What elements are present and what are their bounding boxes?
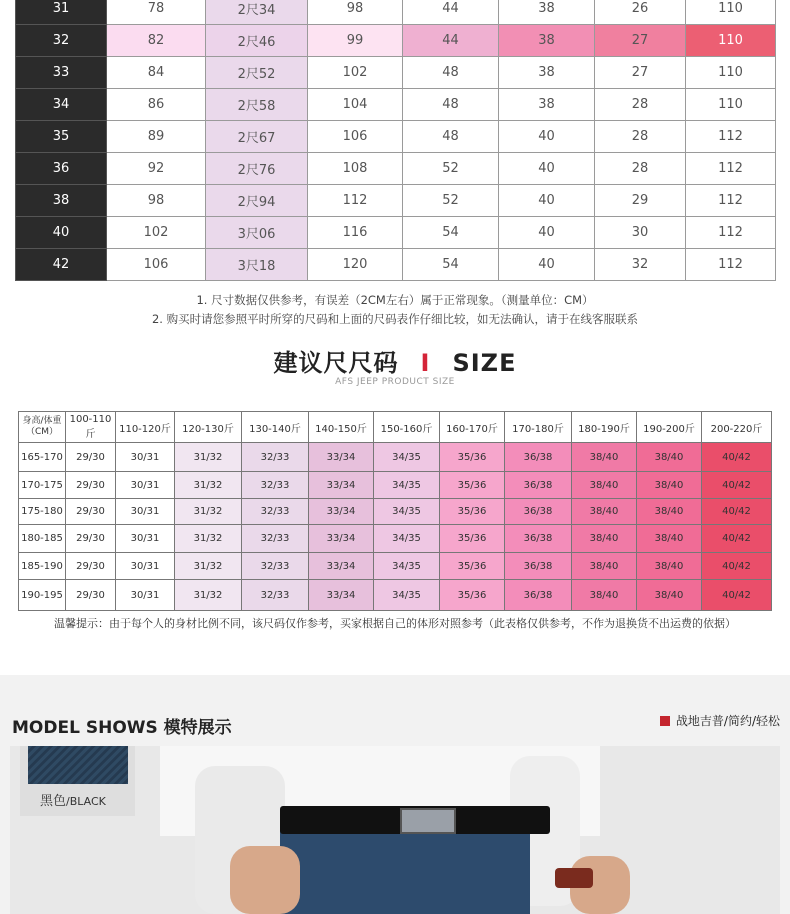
size-recommendation-cell: 40/42 (702, 472, 772, 499)
height-label: 165-170 (19, 443, 66, 472)
note-line-2: 2. 购买时请您参照平时所穿的尺码和上面的尺码表作仔细比较，如无法确认，请于在线客服联系 (151, 312, 639, 326)
size-cell: 102 (308, 57, 403, 89)
size-row (16, 0, 776, 25)
weight-header: 110-120斤 (116, 412, 175, 443)
weight-header: 180-190斤 (572, 412, 637, 443)
height-label: 170-175 (19, 472, 66, 499)
size-row-label: 33 (16, 57, 107, 89)
size-recommendation-cell: 29/30 (66, 580, 116, 611)
size-tip: 温馨提示：由于每个人的身材比例不同，该尺码仅作参考，买家根据自己的体形对照参考（此表格仅供参考，不作为退换货不出运费的依据） (54, 617, 736, 630)
size-recommendation-cell: 30/31 (116, 553, 175, 580)
size-recommendation-cell: 32/33 (242, 553, 309, 580)
size-cell: 29 (595, 185, 686, 217)
size-recommendation-cell: 35/36 (440, 553, 505, 580)
size-recommendation-cell: 38/40 (637, 580, 702, 611)
title-separator: I (420, 349, 431, 377)
size-recommendation-cell: 36/38 (505, 443, 572, 472)
size-row (16, 185, 776, 217)
size-cell: 26 (595, 0, 686, 25)
size-cell: 116 (308, 217, 403, 249)
height-row (19, 580, 772, 611)
color-name-en: /BLACK (66, 795, 106, 808)
size-recommendation-cell: 38/40 (637, 525, 702, 553)
size-recommendation-cell: 34/35 (374, 443, 440, 472)
size-recommendation-cell: 35/36 (440, 443, 505, 472)
size-cell: 112 (308, 185, 403, 217)
size-recommendation-cell: 35/36 (440, 525, 505, 553)
weight-header: 150-160斤 (374, 412, 440, 443)
size-cell: 2尺67 (206, 121, 308, 153)
size-cell: 3尺18 (206, 249, 308, 281)
size-cell: 106 (308, 121, 403, 153)
advice-title (0, 343, 790, 378)
weight-header: 100-110斤 (66, 412, 116, 443)
height-row (19, 499, 772, 525)
size-cell: 40 (499, 249, 595, 281)
size-cell: 28 (595, 153, 686, 185)
size-cell: 27 (595, 25, 686, 57)
red-square-icon (660, 716, 670, 726)
size-row (16, 153, 776, 185)
size-cell: 98 (308, 0, 403, 25)
size-recommendation-cell: 36/38 (505, 525, 572, 553)
size-recommendation-cell: 31/32 (175, 553, 242, 580)
size-cell: 89 (107, 121, 206, 153)
size-cell: 3尺06 (206, 217, 308, 249)
size-recommendation-cell: 38/40 (637, 443, 702, 472)
size-recommendation-cell: 30/31 (116, 472, 175, 499)
size-recommendation-cell: 36/38 (505, 580, 572, 611)
size-row-label: 32 (16, 25, 107, 57)
size-cell: 48 (403, 89, 499, 121)
denim-swatch (28, 746, 128, 784)
size-recommendation-cell: 40/42 (702, 525, 772, 553)
size-recommendation-cell: 29/30 (66, 472, 116, 499)
corner-header-line2: （CM） (25, 427, 59, 437)
size-cell: 40 (499, 153, 595, 185)
buckle-shape (400, 808, 456, 834)
size-recommendation-cell: 33/34 (309, 443, 374, 472)
size-row-label: 40 (16, 217, 107, 249)
size-recommendation-cell: 38/40 (572, 443, 637, 472)
model-title: MODEL SHOWS 模特展示 (12, 718, 232, 738)
size-cell: 112 (686, 121, 776, 153)
height-label: 175-180 (19, 499, 66, 525)
size-cell: 40 (499, 217, 595, 249)
size-cell: 120 (308, 249, 403, 281)
size-row-label: 31 (16, 0, 107, 25)
size-recommendation-cell: 40/42 (702, 443, 772, 472)
size-recommendation-cell: 29/30 (66, 499, 116, 525)
size-cell: 110 (686, 57, 776, 89)
color-name-cn: 黑色 (40, 794, 67, 809)
size-cell: 112 (686, 249, 776, 281)
size-cell: 28 (595, 121, 686, 153)
size-recommendation-cell: 34/35 (374, 499, 440, 525)
height-label: 190-195 (19, 580, 66, 611)
size-row (16, 25, 776, 57)
size-recommendation-cell: 31/32 (175, 443, 242, 472)
size-cell: 48 (403, 121, 499, 153)
weight-header: 160-170斤 (440, 412, 505, 443)
size-cell: 38 (499, 89, 595, 121)
size-cell: 2尺46 (206, 25, 308, 57)
size-recommendation-cell: 33/34 (309, 580, 374, 611)
size-recommendation-cell: 38/40 (637, 499, 702, 525)
size-row-label: 38 (16, 185, 107, 217)
watch-shape (555, 868, 593, 888)
size-cell: 2尺76 (206, 153, 308, 185)
size-cell: 110 (686, 89, 776, 121)
size-cell: 38 (499, 25, 595, 57)
weight-header: 190-200斤 (637, 412, 702, 443)
size-table (15, 0, 776, 281)
size-row (16, 249, 776, 281)
size-recommendation-cell: 32/33 (242, 443, 309, 472)
size-recommendation-cell: 38/40 (572, 525, 637, 553)
size-recommendation-cell: 30/31 (116, 499, 175, 525)
size-cell: 110 (686, 0, 776, 25)
size-recommendation-cell: 31/32 (175, 580, 242, 611)
height-label: 180-185 (19, 525, 66, 553)
size-cell: 52 (403, 153, 499, 185)
size-cell: 92 (107, 153, 206, 185)
height-row (19, 443, 772, 472)
size-cell: 78 (107, 0, 206, 25)
size-recommendation-cell: 38/40 (572, 499, 637, 525)
size-recommendation-cell: 30/31 (116, 443, 175, 472)
size-recommendation-cell: 32/33 (242, 499, 309, 525)
size-recommendation-cell: 31/32 (175, 499, 242, 525)
size-row-label: 34 (16, 89, 107, 121)
size-cell: 48 (403, 57, 499, 89)
size-cell: 112 (686, 185, 776, 217)
size-cell: 2尺94 (206, 185, 308, 217)
size-row (16, 57, 776, 89)
height-row (19, 553, 772, 580)
size-recommendation-cell: 38/40 (637, 472, 702, 499)
height-row (19, 472, 772, 499)
size-recommendation-cell: 33/34 (309, 553, 374, 580)
size-recommendation-cell: 40/42 (702, 553, 772, 580)
size-recommendation-cell: 38/40 (572, 472, 637, 499)
model-tag-text: 战地吉普/简约/轻松 (675, 714, 780, 728)
left-hand-shape (230, 846, 300, 914)
weight-header: 170-180斤 (505, 412, 572, 443)
size-recommendation-cell: 31/32 (175, 472, 242, 499)
size-recommendation-cell: 40/42 (702, 580, 772, 611)
corner-header-line1: 身高/体重 (22, 416, 62, 426)
weight-header: 130-140斤 (242, 412, 309, 443)
size-recommendation-cell: 33/34 (309, 525, 374, 553)
recommendation-body (19, 443, 772, 611)
size-recommendation-cell: 33/34 (309, 472, 374, 499)
weight-header: 120-130斤 (175, 412, 242, 443)
size-recommendation-cell: 29/30 (66, 525, 116, 553)
weight-header: 200-220斤 (702, 412, 772, 443)
size-row-label: 42 (16, 249, 107, 281)
size-recommendation-cell: 31/32 (175, 525, 242, 553)
size-recommendation-cell: 35/36 (440, 472, 505, 499)
size-recommendation-cell: 29/30 (66, 443, 116, 472)
size-cell: 86 (107, 89, 206, 121)
size-recommendation-cell: 35/36 (440, 499, 505, 525)
size-recommendation-cell: 36/38 (505, 553, 572, 580)
size-recommendation-cell: 32/33 (242, 472, 309, 499)
color-label (40, 790, 106, 809)
jeans-shape (280, 831, 530, 914)
size-cell: 106 (107, 249, 206, 281)
size-row (16, 217, 776, 249)
size-recommendation-cell: 34/35 (374, 553, 440, 580)
size-recommendation-cell: 32/33 (242, 525, 309, 553)
weight-header: 140-150斤 (309, 412, 374, 443)
model-tag (660, 712, 780, 729)
size-cell: 108 (308, 153, 403, 185)
size-recommendation-cell: 32/33 (242, 580, 309, 611)
size-recommendation-cell: 38/40 (572, 580, 637, 611)
size-cell: 28 (595, 89, 686, 121)
corner-header (19, 412, 66, 443)
size-cell: 2尺58 (206, 89, 308, 121)
size-cell: 54 (403, 217, 499, 249)
size-cell: 54 (403, 249, 499, 281)
note-line-1: 1. 尺寸数据仅供参考，有误差（2CM左右）属于正常现象。（测量单位：CM） (196, 293, 594, 307)
advice-title-cn: 建议尺尺码 (273, 349, 399, 377)
advice-subtitle: AFS JEEP PRODUCT SIZE (335, 377, 455, 387)
size-recommendation-cell: 38/40 (572, 553, 637, 580)
advice-title-en: SIZE (452, 349, 517, 377)
size-cell: 112 (686, 153, 776, 185)
height-label: 185-190 (19, 553, 66, 580)
size-cell: 44 (403, 0, 499, 25)
size-cell: 82 (107, 25, 206, 57)
size-cell: 40 (499, 185, 595, 217)
size-cell: 2尺34 (206, 0, 308, 25)
size-recommendation-cell: 30/31 (116, 525, 175, 553)
size-cell: 102 (107, 217, 206, 249)
recommendation-table (18, 411, 772, 611)
size-cell: 38 (499, 0, 595, 25)
size-recommendation-cell: 34/35 (374, 580, 440, 611)
recommendation-header-row (19, 412, 772, 443)
size-recommendation-cell: 40/42 (702, 499, 772, 525)
size-table-body (16, 0, 776, 281)
size-recommendation-cell: 38/40 (637, 553, 702, 580)
size-recommendation-cell: 35/36 (440, 580, 505, 611)
size-cell: 52 (403, 185, 499, 217)
size-recommendation-cell: 29/30 (66, 553, 116, 580)
size-cell: 104 (308, 89, 403, 121)
size-cell: 84 (107, 57, 206, 89)
size-cell: 44 (403, 25, 499, 57)
size-cell: 112 (686, 217, 776, 249)
size-row-label: 35 (16, 121, 107, 153)
size-cell: 98 (107, 185, 206, 217)
size-recommendation-cell: 36/38 (505, 472, 572, 499)
size-cell: 40 (499, 121, 595, 153)
size-recommendation-cell: 34/35 (374, 525, 440, 553)
size-cell: 32 (595, 249, 686, 281)
size-cell: 38 (499, 57, 595, 89)
size-row (16, 121, 776, 153)
size-cell: 27 (595, 57, 686, 89)
size-recommendation-cell: 36/38 (505, 499, 572, 525)
size-row-label: 36 (16, 153, 107, 185)
size-recommendation-cell: 30/31 (116, 580, 175, 611)
size-recommendation-cell: 34/35 (374, 472, 440, 499)
size-cell: 99 (308, 25, 403, 57)
size-recommendation-cell: 33/34 (309, 499, 374, 525)
size-cell: 30 (595, 217, 686, 249)
height-row (19, 525, 772, 553)
size-cell: 110 (686, 25, 776, 57)
size-cell: 2尺52 (206, 57, 308, 89)
size-row (16, 89, 776, 121)
